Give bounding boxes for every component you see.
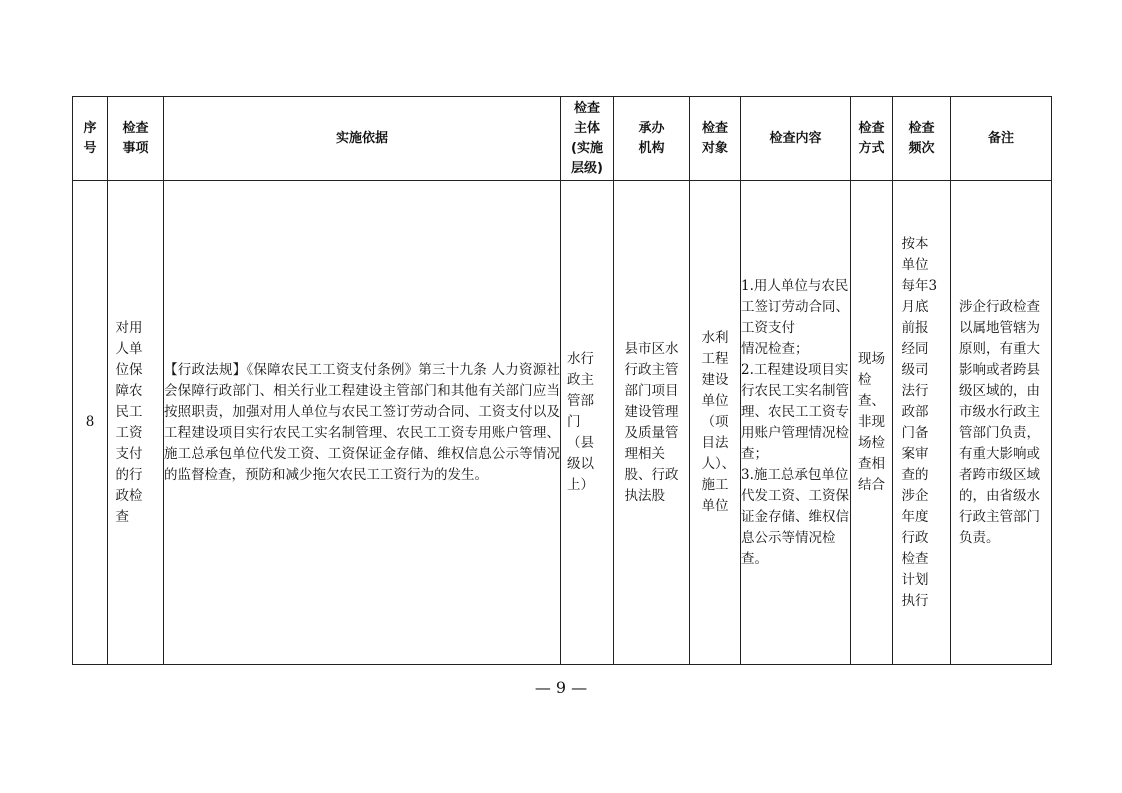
header-basis: 实施依据	[164, 97, 561, 181]
table-row	[73, 181, 1052, 665]
cell-content: 1.用人单位与农民工签订劳动合同、工资支付 情况检查； 2.工程建设项目实行农民工实名制管理、农民工工资专用账户管理情况检查； 3.施工总承包单位代发工资、工资保证金存储、维权信息公示等情况检查。	[741, 181, 851, 665]
header-frequency: 检查 频次	[893, 97, 951, 181]
header-remarks: 备注	[951, 97, 1052, 181]
header-target: 检查 对象	[690, 97, 741, 181]
header-subject: 检查 主体 (实施 层级)	[561, 97, 614, 181]
cell-frequency: 按本单位每年3月底前报经同级司法行政部门备案审查的涉企年度行政检查计划执行	[893, 181, 951, 665]
inspection-table	[72, 96, 1052, 665]
header-item: 检查 事项	[108, 97, 164, 181]
header-content: 检查内容	[741, 97, 851, 181]
cell-method: 现场检查、非现场检查相结合	[851, 181, 893, 665]
cell-seq: 8	[73, 181, 108, 665]
table-header-row	[73, 97, 1052, 181]
cell-target: 水利工程建设单位（项目法人）、施工单位	[690, 181, 741, 665]
cell-item: 对用人单位保障农民工工资支付的行政检查	[108, 181, 164, 665]
header-method: 检查 方式	[851, 97, 893, 181]
cell-remarks: 涉企行政检查以属地管辖为原则，有重大影响或者跨县级区域的，由市级水行政主管部门负责，有重大影响或者跨市级区域的，由省级水行政主管部门负责。	[951, 181, 1052, 665]
header-seq: 序 号	[73, 97, 108, 181]
cell-agency: 县市区水行政主管部门项目建设管理及质量管理相关股、行政执法股	[614, 181, 690, 665]
page-number: — 9 —	[534, 678, 588, 697]
cell-subject: 水行政主管部门（县级以上）	[561, 181, 614, 665]
cell-basis: 【行政法规】《保障农民工工资支付条例》第三十九条 人力资源社会保障行政部门、相关行业工程建设主管部门和其他有关部门应当按照职责，加强对用人单位与农民工签订劳动合同、工资支付以及工程建设项目实行农民工实名制管理、农民工工资专用账户管理、施工总承包单位代发工资、工资保证金存储、维权信息公示等情况的监督检查，预防和减少拖欠农民工工资行为的发生。	[164, 181, 561, 665]
header-agency: 承办 机构	[614, 97, 690, 181]
